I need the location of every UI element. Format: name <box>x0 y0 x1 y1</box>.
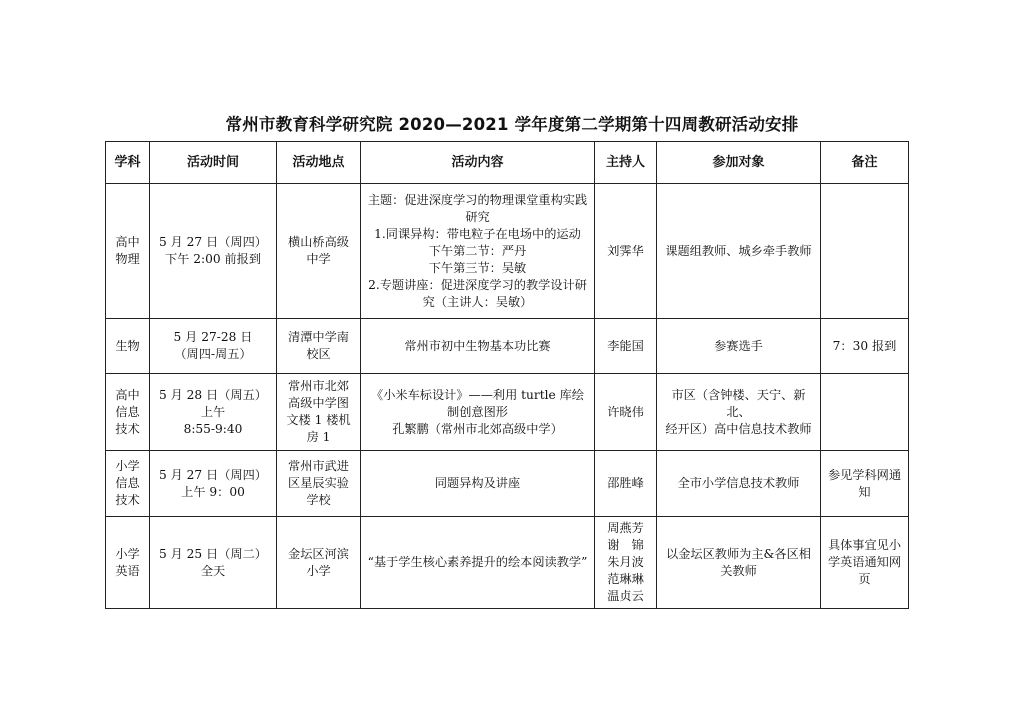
header-subject: 学科 <box>106 142 150 184</box>
cell-participants: 参赛选手 <box>714 338 763 353</box>
cell-subject: 生物 <box>115 338 140 353</box>
cell-host: 李能国 <box>607 338 644 353</box>
cell-subject: 小学 信息 技术 <box>115 459 140 507</box>
cell-subject: 高中 物理 <box>115 235 140 266</box>
cell-participants: 课题组教师、城乡牵手教师 <box>665 243 812 258</box>
table-row <box>106 451 909 517</box>
cell-subject: 小学 英语 <box>115 546 140 578</box>
cell-content: “基于学生核心素养提升的绘本阅读教学” <box>367 555 588 569</box>
header-notes: 备注 <box>821 142 909 184</box>
cell-participants: 市区（含钟楼、天宁、新北、 经开区）高中信息技术教师 <box>665 387 812 436</box>
cell-time: 5 月 27 日（周四） 下午 2:00 前报到 <box>158 235 267 266</box>
table-row <box>106 517 909 609</box>
table-row <box>106 374 909 451</box>
cell-time: 5 月 27-28 日 （周四-周五） <box>173 330 253 361</box>
cell-time: 5 月 25 日（周二） 全天 <box>158 546 267 578</box>
page-title: 常州市教育科学研究院 2020—2021 学年度第二学期第十四周教研活动安排 <box>225 115 799 134</box>
header-participants: 参加对象 <box>657 142 821 184</box>
table-header-row <box>106 142 909 184</box>
cell-content: 《小米车标设计》——利用 turtle 库绘 制创意图形 孔繁鹏（常州市北郊高级中学） <box>371 387 584 436</box>
table-row <box>106 319 909 374</box>
cell-notes: 7：30 报到 <box>832 338 897 353</box>
cell-participants: 以金坛区教师为主&各区相 关教师 <box>666 546 811 578</box>
table-row <box>106 184 909 319</box>
cell-notes: 具体事宜见小 学英语通知网 页 <box>827 538 902 586</box>
schedule-table <box>105 141 909 609</box>
cell-host: 刘霁华 <box>607 243 644 258</box>
cell-notes: 参见学科网通 知 <box>827 467 902 499</box>
cell-location: 清潭中学南 校区 <box>288 330 349 361</box>
header-time: 活动时间 <box>150 142 277 184</box>
cell-time: 5 月 27 日（周四） 上午 9：00 <box>158 467 267 499</box>
cell-subject: 高中 信息 技术 <box>115 387 140 436</box>
cell-participants: 全市小学信息技术教师 <box>677 476 800 490</box>
cell-location: 横山桥高级 中学 <box>288 235 349 266</box>
header-location: 活动地点 <box>277 142 361 184</box>
cell-time: 5 月 28 日（周五） 上午 8:55-9:40 <box>158 387 267 436</box>
header-host: 主持人 <box>595 142 657 184</box>
cell-location: 常州市武进 区星辰实验 学校 <box>288 459 349 507</box>
cell-host: 许晓伟 <box>607 404 644 419</box>
cell-location: 金坛区河滨 小学 <box>288 546 349 578</box>
header-content: 活动内容 <box>361 142 595 184</box>
cell-host: 邵胜峰 <box>607 476 644 490</box>
cell-host: 周燕芳 谢 锦 朱月波 范琳琳 温贞云 <box>607 521 644 603</box>
cell-content: 主题：促进深度学习的物理课堂重构实践 研究 1.同课异构：带电粒子在电场中的运动 下午第二节：严丹 下午第三节：吴敏 2.专题讲座：促进深度学习的教学设计研 究（主讲人：吴敏） <box>367 192 588 309</box>
cell-content: 常州市初中生物基本功比赛 <box>404 338 551 353</box>
cell-content: 同题异构及讲座 <box>434 476 521 490</box>
cell-location: 常州市北郊 高级中学图 文楼 1 楼机 房 1 <box>286 379 351 444</box>
